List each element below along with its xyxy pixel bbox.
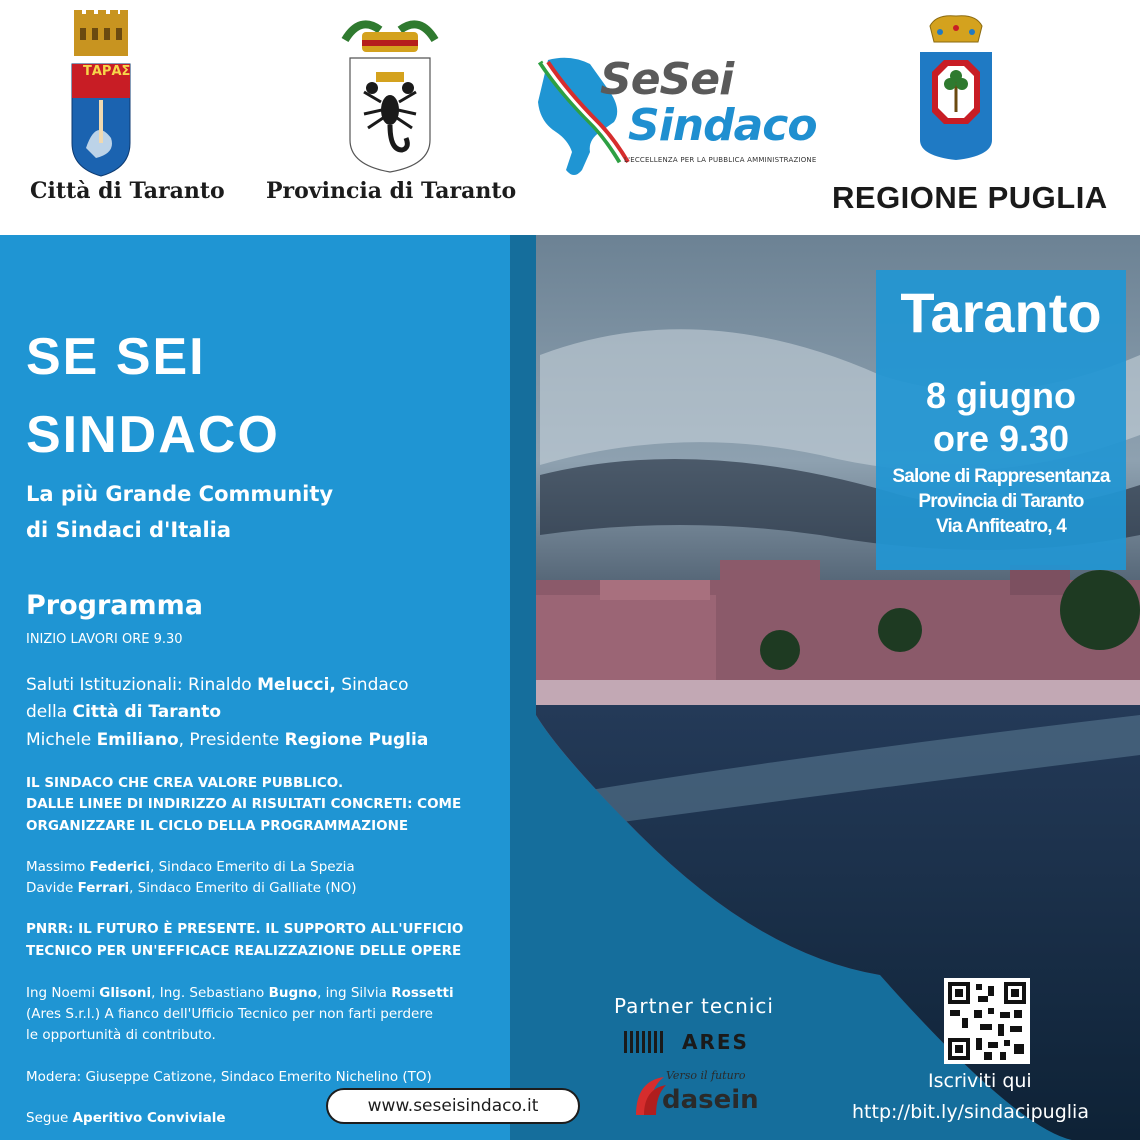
registration-label: Iscriviti qui [928, 1070, 1032, 1092]
hero-subtitle-line1: La più Grande Community [26, 482, 334, 506]
session2-line2: TECNICO PER UN'EFFICACE REALIZZAZIONE DELLE OPERE [26, 943, 462, 959]
speakers1-line1: Massimo Federici, Sindaco Emerito di La Spezia [26, 859, 355, 875]
taranto-shield-text: ΤΑΡΑΣ [83, 64, 131, 79]
taranto-city-caption: Città di Taranto [30, 178, 225, 204]
sesei-logo-line2: Sindaco [628, 100, 817, 151]
header-logos [0, 0, 1140, 235]
main-panel [0, 235, 1140, 1140]
qr-code[interactable] [944, 978, 1030, 1064]
taranto-province-coat-of-arms [340, 10, 440, 175]
program-heading: Programma [26, 590, 204, 621]
dasein-tagline: Verso il futuro [666, 1069, 746, 1082]
sesei-logo-tagline: L'ECCELLENZA PER LA PUBBLICA AMMINISTRAZIONE [624, 156, 817, 164]
speakers2-line2: (Ares S.r.l.) A fianco dell'Ufficio Tecnico per non farti perdere [26, 1006, 433, 1022]
greetings-line3: Michele Emiliano, Presidente Regione Puglia [26, 730, 429, 750]
program-start-time: INIZIO LAVORI ORE 9.30 [26, 632, 183, 647]
website-link[interactable]: www.seseisindaco.it [326, 1088, 580, 1124]
taranto-city-coat-of-arms [66, 8, 136, 178]
speakers2-line3: le opportunità di contributo. [26, 1027, 216, 1043]
event-time: ore 9.30 [932, 418, 1070, 459]
session1-line1: IL SINDACO CHE CREA VALORE PUBBLICO. [26, 775, 344, 791]
hero-subtitle-line2: di Sindaci d'Italia [26, 518, 232, 542]
speakers1-line2: Davide Ferrari, Sindaco Emerito di Galliate (NO) [26, 880, 357, 896]
ares-logo-text: ARES [682, 1030, 749, 1054]
event-city: Taranto [900, 281, 1102, 344]
greetings-line1: Saluti Istituzionali: Rinaldo Melucci, Sindaco [26, 675, 409, 695]
session1-line2: DALLE LINEE DI INDIRIZZO AI RISULTATI CONCRETI: COME [26, 796, 462, 812]
event-venue-line3: Via Anfiteatro, 4 [936, 516, 1066, 537]
speakers2-line1: Ing Noemi Glisoni, Ing. Sebastiano Bugno, ing Silvia Rossetti [26, 985, 454, 1001]
event-info-box [876, 270, 1126, 570]
taranto-province-caption: Provincia di Taranto [266, 178, 517, 204]
sesei-logo-line1: SeSei [600, 54, 734, 105]
regione-puglia-caption: REGIONE PUGLIA [832, 180, 1108, 215]
moderator: Modera: Giuseppe Catizone, Sindaco Emerito Nichelino (TO) [26, 1069, 432, 1085]
session1-line3: ORGANIZZARE IL CICLO DELLA PROGRAMMAZIONE [26, 818, 409, 834]
hero-title-line2: SINDACO [26, 406, 280, 464]
event-venue-line2: Provincia di Taranto [918, 491, 1084, 512]
session2-line1: PNRR: IL FUTURO È PRESENTE. IL SUPPORTO ALL'UFFICIO [26, 921, 464, 937]
dasein-logo-text: dasein [662, 1085, 759, 1115]
hero-title-line1: SE SEI [26, 328, 206, 386]
regione-puglia-coat-of-arms [916, 12, 996, 162]
event-date: 8 giugno [926, 375, 1076, 416]
closing-note: Segue Aperitivo Conviviale [26, 1110, 226, 1126]
registration-url[interactable]: http://bit.ly/sindacipuglia [852, 1101, 1089, 1123]
partners-label: Partner tecnici [614, 994, 774, 1018]
event-venue-line1: Salone di Rappresentanza [892, 466, 1110, 487]
greetings-line2: della Città di Taranto [26, 702, 222, 722]
